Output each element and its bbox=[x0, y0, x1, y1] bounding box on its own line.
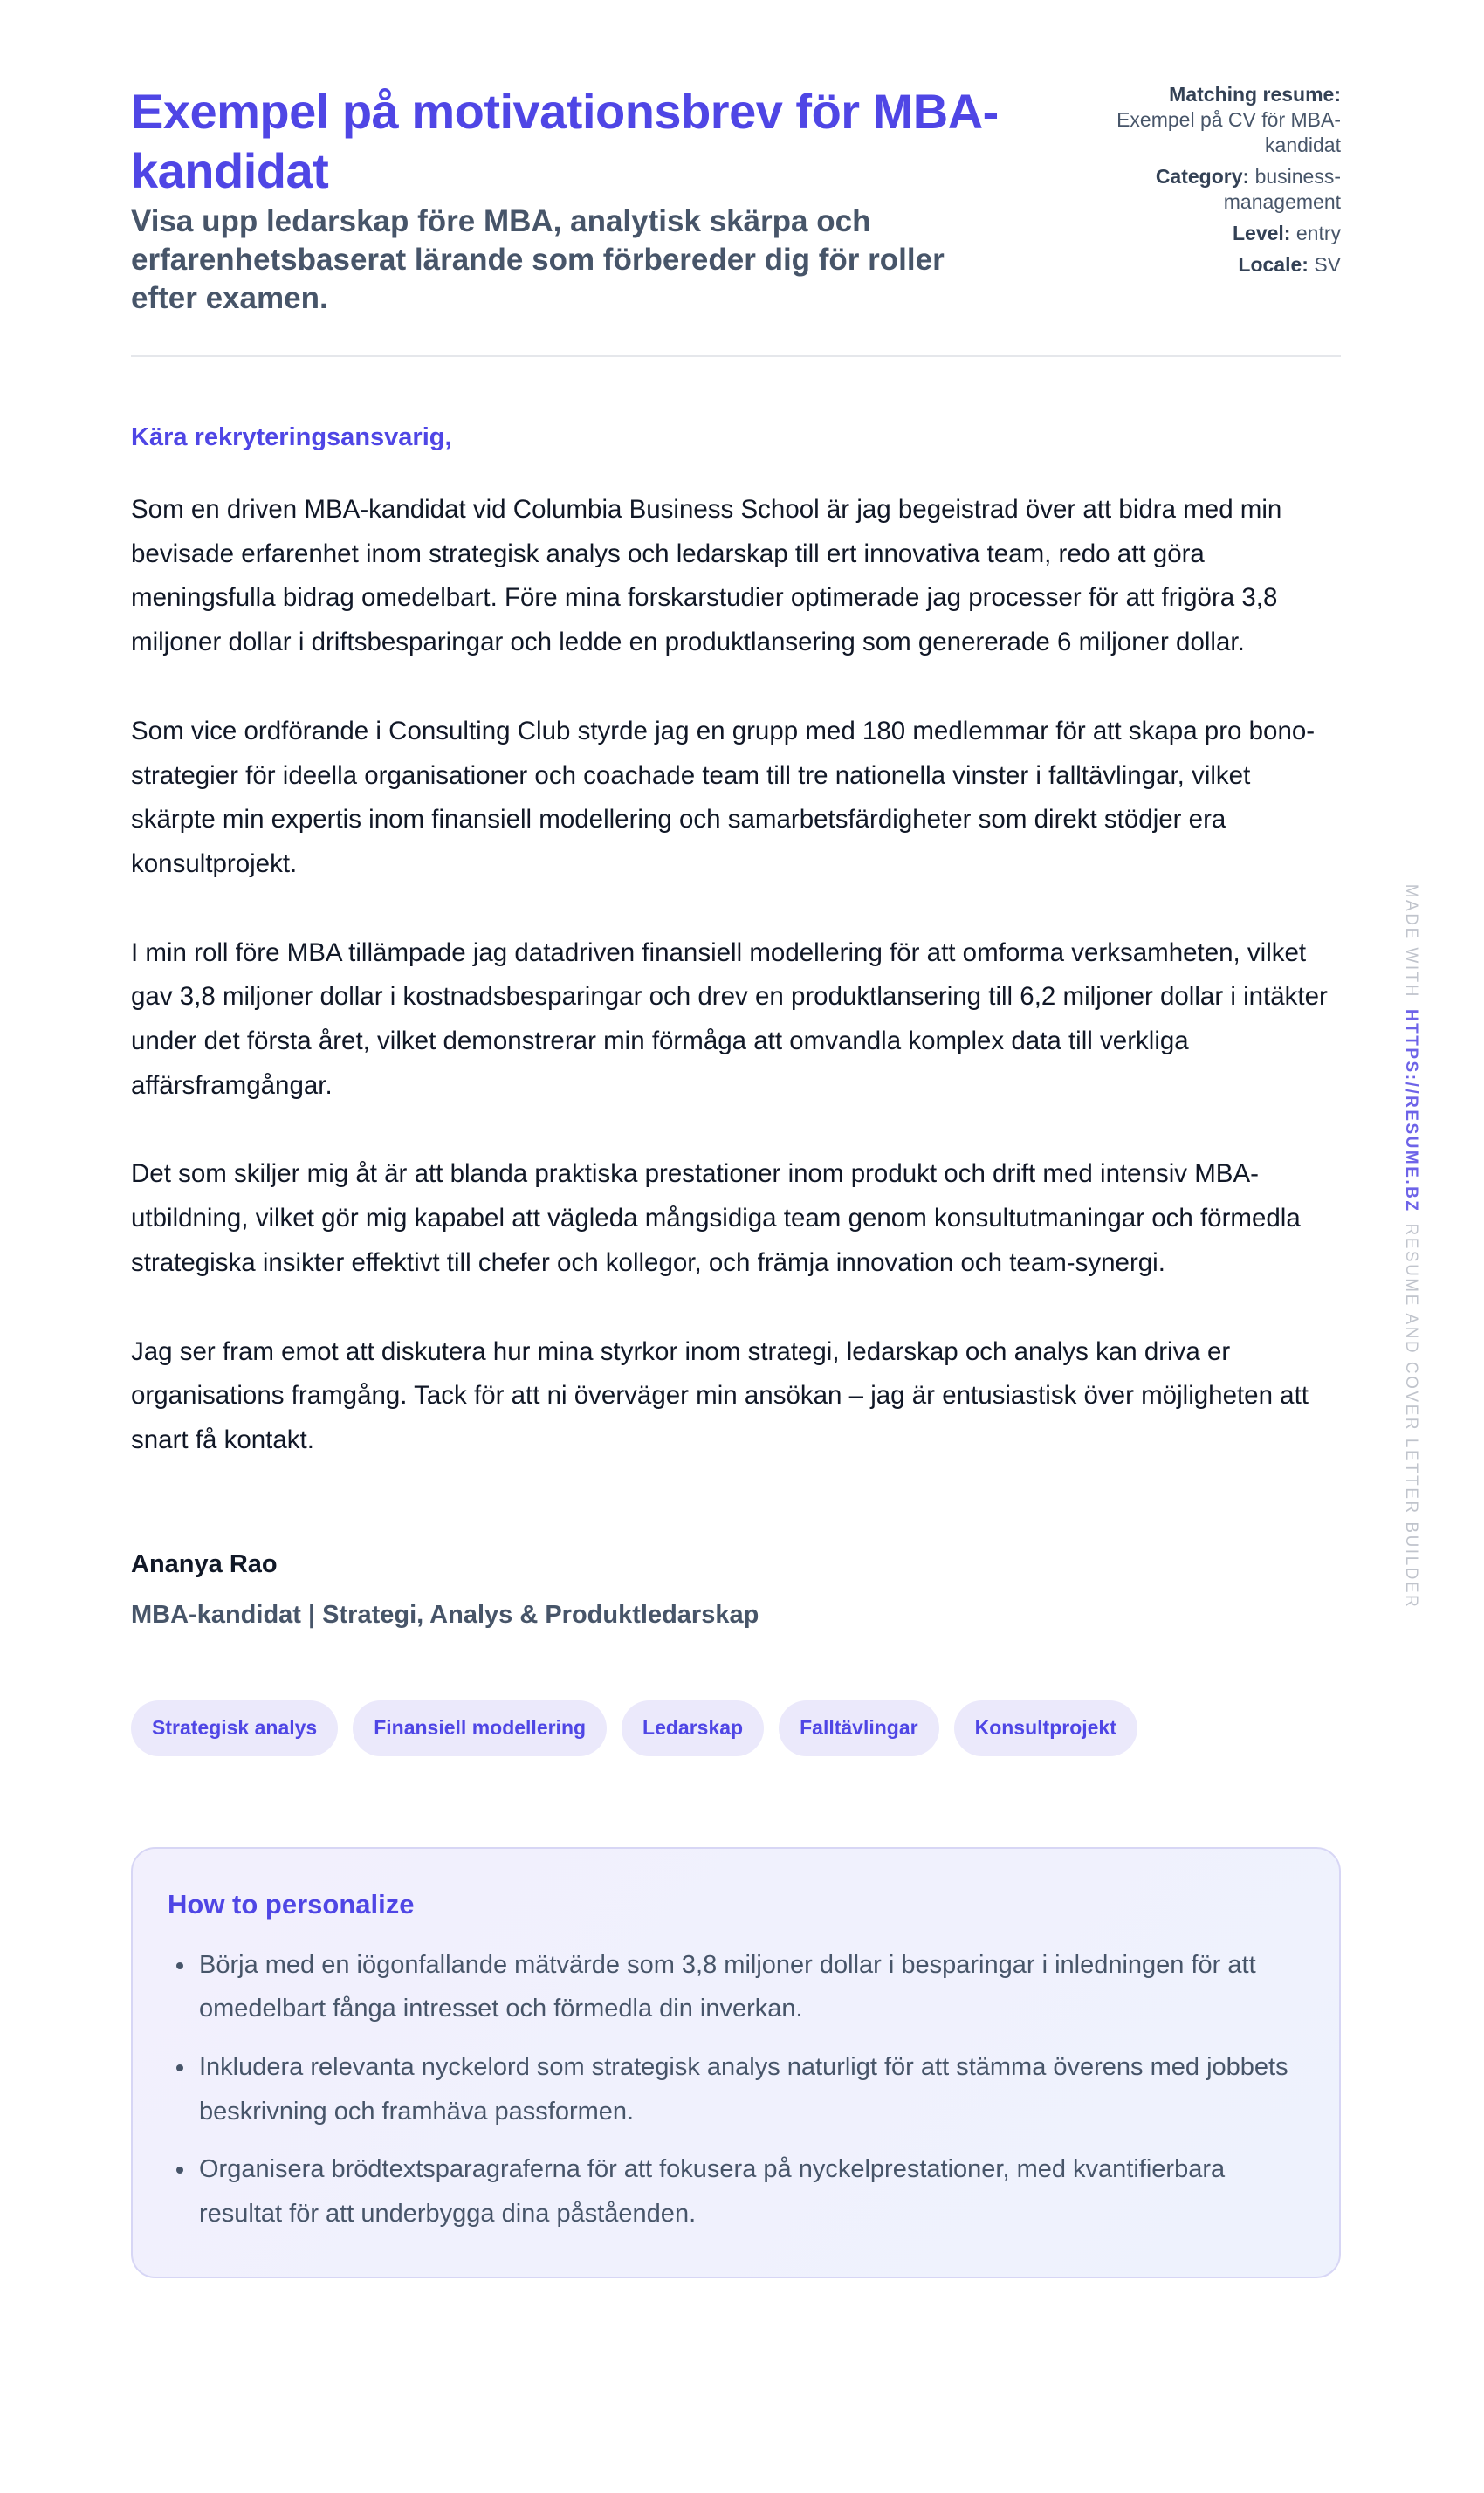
letter-paragraph: Jag ser fram emot att diskutera hur mina styrkor inom strategi, ledarskap och analys kan driva er organisations framgång. Tack för att ni överväger min ansökan – jag är entusiastisk över möjligheten att snart få kontakt. bbox=[131, 1336, 1309, 1454]
tag-pill[interactable]: Falltävlingar bbox=[779, 1700, 938, 1756]
tag-pill[interactable]: Ledarskap bbox=[622, 1700, 764, 1756]
tips-list bbox=[168, 1943, 1304, 2236]
letter-body bbox=[131, 420, 1341, 1632]
tips-heading: How to personalize bbox=[168, 1888, 415, 1920]
meta-locale bbox=[1088, 252, 1341, 278]
meta-matching-resume bbox=[1088, 82, 1341, 158]
tip-item: Börja med en iögonfallande mätvärde som 3,8 miljoner dollar i besparingar i inledningen för att omedelbart fånga intresset och förmedla din inverkan. bbox=[168, 1943, 1304, 2031]
letter-paragraph: Som en driven MBA-kandidat vid Columbia Business School är jag begeistrad över att bidra med min bevisade erfarenhet inom strategisk analys och ledarskap till ert innovativa team, redo att göra meningsfulla bidrag omedelbart. Före mina forskarstudier optimerade jag processer för att frigöra 3,8 miljoner dollar i driftsbesparingar och ledde en produktlansering som genererade 6 miljoner dollar. bbox=[131, 495, 1282, 657]
tag-pill[interactable]: Strategisk analys bbox=[131, 1700, 338, 1756]
page-header bbox=[131, 0, 1341, 357]
meta-level bbox=[1088, 221, 1341, 246]
personalize-tips-box bbox=[131, 1847, 1341, 2278]
cover-letter-page bbox=[131, 0, 1341, 2278]
meta-value: business-management bbox=[1223, 165, 1341, 213]
signature-title: MBA-kandidat | Strategi, Analys & Produktledarskap bbox=[131, 1600, 759, 1629]
meta-value: entry bbox=[1295, 222, 1341, 244]
tag-pill[interactable]: Finansiell modellering bbox=[353, 1700, 607, 1756]
signature-name: Ananya Rao bbox=[131, 1549, 278, 1578]
matching-resume-link[interactable]: Exempel på CV för MBA-kandidat bbox=[1116, 108, 1341, 156]
meta-label: Locale: bbox=[1238, 253, 1309, 276]
letter-paragraph: Som vice ordförande i Consulting Club styrde jag en grupp med 180 medlemmar för att skapa pro bono-strategier för ideella organisationer och coachade team till tre nationella vinster i falltävlingar, vilket skärpte min expertis inom finansiell modellering och samarbetsfärdigheter som direkt stödjer era konsultprojekt. bbox=[131, 716, 1316, 878]
tip-item: Inkludera relevanta nyckelord som strategisk analys naturligt för att stämma överens med jobbets beskrivning och framhäva passformen. bbox=[168, 2045, 1304, 2133]
watermark bbox=[1401, 884, 1420, 1610]
tag-pill[interactable]: Konsultprojekt bbox=[954, 1700, 1137, 1756]
meta-value: SV bbox=[1314, 253, 1341, 276]
watermark-prefix: MADE WITH bbox=[1402, 883, 1420, 999]
meta-category bbox=[1088, 164, 1341, 215]
watermark-link[interactable]: HTTPS://RESUME.BZ bbox=[1402, 1008, 1420, 1213]
meta-label: Category: bbox=[1155, 165, 1250, 188]
page-subtitle: Visa upp ledarskap före MBA, analytisk skärpa och erfarenhetsbaserat lärande som förbereder dig för roller efter examen. bbox=[131, 204, 945, 315]
tip-item: Organisera brödtextsparagraferna för att fokusera på nyckelprestationer, med kvantifierbara resultat för att underbygga dina påståenden. bbox=[168, 2147, 1304, 2235]
meta-label: Level: bbox=[1232, 222, 1291, 244]
letter-paragraph: Det som skiljer mig åt är att blanda praktiska prestationer inom produkt och drift med intensiv MBA-utbildning, vilket gör mig kapabel att vägleda mångsidiga team genom konsultutmaningar och förmedla strategiska insikter effektivt till chefer och kollegor, och främja innovation och team-synergi. bbox=[131, 1159, 1301, 1277]
letter-greeting: Kära rekryteringsansvarig, bbox=[131, 423, 452, 451]
meta-panel bbox=[1088, 82, 1341, 284]
page-title: Exempel på motivationsbrev för MBA-kandidat bbox=[131, 84, 999, 198]
letter-paragraph: I min roll före MBA tillämpade jag datadriven finansiell modellering för att omforma verksamheten, vilket gav 3,8 miljoner dollar i kostnadsbesparingar och drev en produktlansering till 6,2 miljoner dollar i intäkter under det första året, vilket demonstrerar min förmåga att omvandla komplex data till verkliga affärsframgångar. bbox=[131, 937, 1328, 1100]
meta-label: Matching resume: bbox=[1169, 83, 1341, 106]
watermark-suffix: RESUME AND COVER LETTER BUILDER bbox=[1402, 1223, 1420, 1610]
tag-list bbox=[131, 1700, 1341, 1756]
